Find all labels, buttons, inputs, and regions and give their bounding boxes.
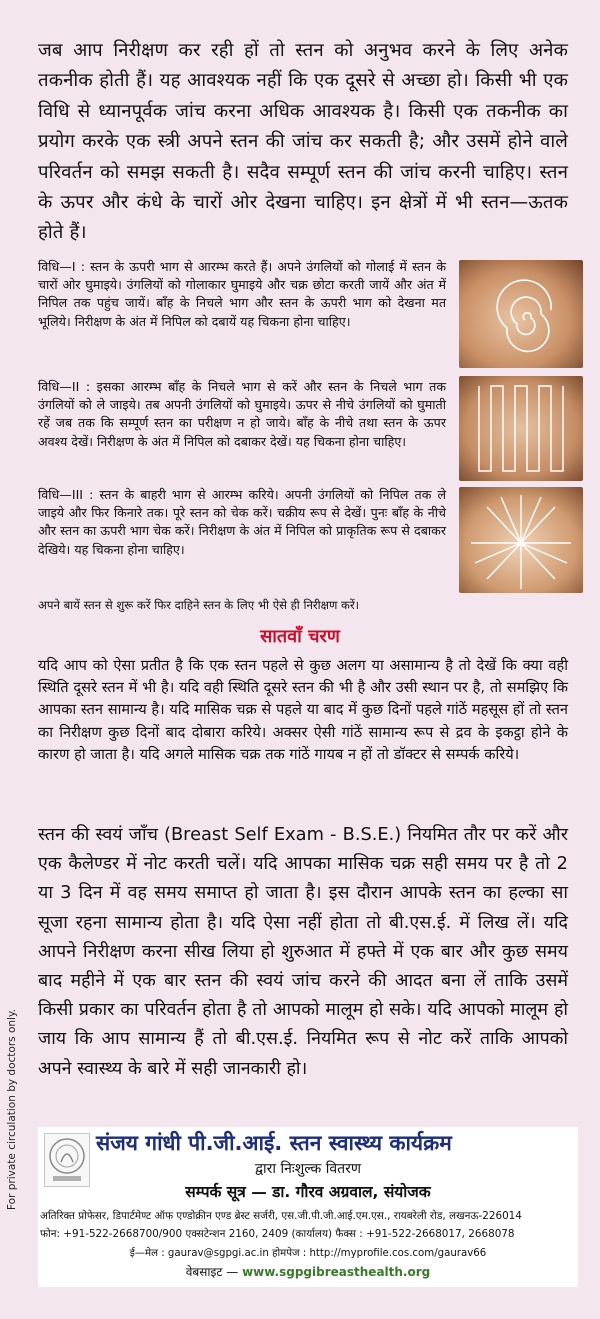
radial-wedge-pattern-icon: [459, 487, 583, 593]
vertical-strip-pattern-icon: [459, 376, 583, 481]
step-heading: सातवाँ चरण: [260, 626, 340, 647]
step-paragraph: यदि आप को ऐसा प्रतीत है कि एक स्तन पहले से कुछ अलग या असामान्य है तो देखें कि क्या वही स्थिति दूसरे स्तन में भी है। यदि वही स्थिति दूसरे स्तन की भी है और उसी स्थान पर है, तो समझिए कि आपका स्तन सामान्य है। यदि मासिक चक्र से पहले या बाद में कुछ दिनों पहले गांठें महसूस हों तो स्तन का निरीक्षण कुछ दिनों बाद दोबारा करिये। अक्सर ऐसी गांठें सामान्य रूप से द्रव के इकट्ठा होने के कारण हो जाता है। यदि अगले मासिक चक्र तक गांठें गायब न हों तो डॉक्टर से सम्पर्क करिये।: [38, 657, 568, 763]
private-circulation-note: For private circulation by doctors only.: [6, 1008, 18, 1210]
footer-address: अतिरिक्त प्रोफेसर, डिपार्टमेण्ट ऑफ एण्डोक्रीन एण्ड ब्रेस्ट सर्जरी, एस.जी.पी.जी.आई.एम.एस., रायबरेली रोड, लखनऊ-226014: [40, 1210, 522, 1222]
footer-contact: सम्पर्क सूत्र — डा. गौरव अग्रवाल, संयोजक: [185, 1183, 431, 1201]
website-link[interactable]: www.sgpgibreasthealth.org: [242, 1265, 431, 1279]
bse-paragraph: स्तन की स्वयं जाँच (Breast Self Exam - B.S.E.) नियमित तौर पर करें और एक कैलेण्डर में नोट करती चलें। यदि आपका मासिक चक्र सही समय पर है तो 2 या 3 दिन में वह समय समाप्त हो जाता है। इस दौरान आपके स्तन का हल्का सा सूजा रहना सामान्य होता है। यदि ऐसा नहीं होता तो बी.एस.ई. में लिख लें। यदि आपने निरीक्षण करना सीख लिया हो शुरुआत में हफ्ते में एक बार और कुछ समय बाद महीने में एक बार स्तन की स्वयं जांच करने की आदत बना लें ताकि उसमें किसी प्रकार का परिवर्तन होता है तो आपको मालूम हो सके। यदि आपको मालूम हो जाय कि आप सामान्य हैं तो बी.एस.ई. नियमित रूप से नोट करें ताकि आपको अपने स्वास्थ्य के बारे में सही जानकारी हो।: [38, 824, 568, 1079]
footer-website-line: [38, 1263, 578, 1280]
footer-subtitle: द्वारा निःशुल्क वितरण: [255, 1161, 361, 1177]
intro-paragraph: जब आप निरीक्षण कर रही हों तो स्तन को अनुभव करने के लिए अनेक तकनीक होती हैं। यह आवश्यक नहीं कि एक दूसरे से अच्छा हो। किसी भी एक विधि से ध्यानपूर्वक जांच करना अधिक आवश्यक है। किसी एक तकनीक का प्रयोग करके एक स्त्री अपने स्तन की जांच कर सकती है; और उसमें होने वाले परिवर्तन को समझ सकती है। सदैव सम्पूर्ण स्तन की जांच करनी चाहिए। स्तन के ऊपर और कंधे के चारों ओर देखना चाहिए। इन क्षेत्रों में भी स्तन—ऊतक होते हैं।: [38, 40, 568, 244]
footer-title: संजय गांधी पी.जी.आई. स्तन स्वास्थ्य कार्यक्रम: [96, 1131, 452, 1155]
left-right-note: अपने बायें स्तन से शुरू करें फिर दाहिने स्तन के लिए भी ऐसे ही निरीक्षण करें।: [38, 598, 360, 612]
footer-phone: फोन: +91-522-2668700/900 एक्सटेन्शन 2160, 2409 (कार्यालय) फैक्स : +91-522-2668017, 2668078: [40, 1228, 515, 1240]
method-2-text: विधि—II : इसका आरम्भ बाँह के निचले भाग से करें और स्तन के निचले भाग तक उंगलियों को ले जाइये। तब अपनी उंगलियों को घुमाइये। ऊपर से नीचे उंगलियों को घुमाती रहें जब तक कि सम्पूर्ण स्तन का परीक्षण न हो जाये। बाँह के नीचे तथा स्तन के ऊपर अवश्य देखें। निरीक्षण के अंत में निपिल को दबाकर देखें। यह चिकना होना चाहिए।: [38, 379, 446, 449]
method-3-text: विधि—III : स्तन के बाहरी भाग से आरम्भ करिये। अपनी उंगलियों को निपिल तक ले जाइये और फिर किनारे तक। पूरे स्तन को चेक करें। चक्रीय रूप से देखें। पुनः बाँह के नीचे और स्तन का ऊपरी भाग चेक करें। निरीक्षण के अंत में निपिल को प्राकृतिक रूप से दबाकर देखिये। यह चिकना होना चाहिए।: [38, 487, 446, 557]
footer-email[interactable]: ई—मेल : gaurav@sgpgi.ac.in होमपेज : http://myprofile.cos.com/gaurav66: [129, 1248, 487, 1259]
website-label: वेबसाइट —: [185, 1265, 239, 1279]
spiral-pattern-icon: [459, 260, 583, 368]
method-1-text: विधि—I : स्तन के ऊपरी भाग से आरम्भ करते हैं। अपने उंगलियों को गोलाई में स्तन के चारों ओर घुमाइये। उंगलियों को गोलाकार घुमाइये और चक्र छोटा करती जायें और अंत में निपिल तक पहुंच जायें। बाँह के निचले भाग और स्तन के ऊपरी भाग को देखना मत भूलिये। निरीक्षण के अंत में निपिल को दबायें यह चिकना होना चाहिए।: [38, 259, 446, 329]
footer-box: [38, 1127, 578, 1287]
